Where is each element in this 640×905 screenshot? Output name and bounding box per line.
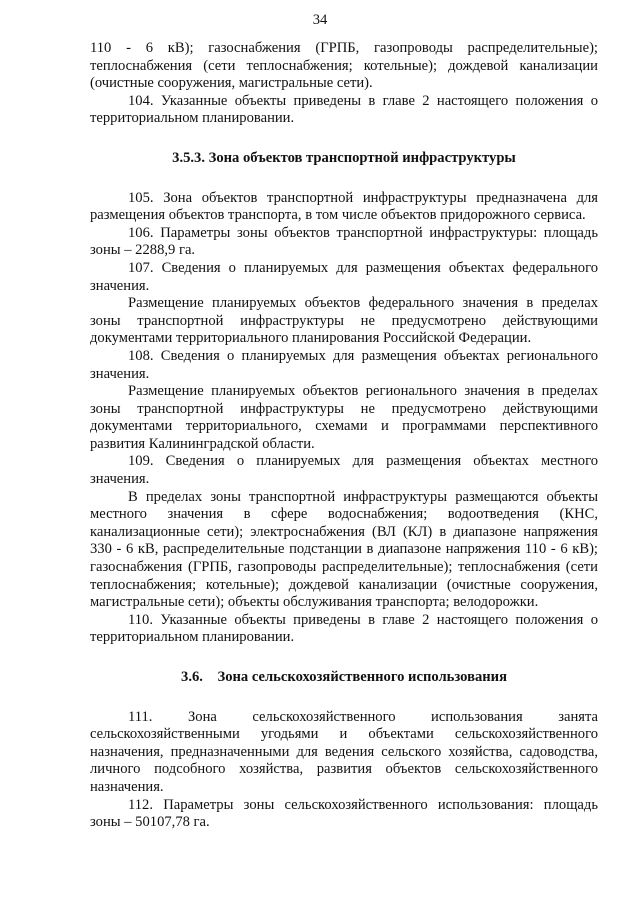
- paragraph: 109. Сведения о планируемых для размещения объектах местного значения.: [90, 453, 598, 488]
- paragraph: Размещение планируемых объектов федерального значения в пределах зоны транспортной инфраструктуры не предусмотрено действующими документами территориального планирования Российской Федерации.: [90, 295, 598, 347]
- paragraph: 107. Сведения о планируемых для размещения объектах федерального значения.: [90, 259, 598, 294]
- page-number: 34: [312, 12, 328, 28]
- paragraph: 110. Указанные объекты приведены в главе 2 настоящего положения о территориальном планировании.: [90, 611, 598, 646]
- paragraph: 110 - 6 кВ); газоснабжения (ГРПБ, газопроводы распределительные); теплоснабжения (сети теплоснабжения; котельные); дождевой канализации (очистные сооружения, магистральные сети).: [90, 40, 598, 92]
- section-heading: 3.5.3. Зона объектов транспортной инфраструктуры: [172, 149, 516, 166]
- paragraph: 108. Сведения о планируемых для размещения объектах регионального значения.: [90, 347, 598, 382]
- document-body: [90, 40, 598, 832]
- paragraph: 106. Параметры зоны объектов транспортной инфраструктуры: площадь зоны – 2288,9 га.: [90, 224, 598, 259]
- paragraph: 112. Параметры зоны сельскохозяйственного использования: площадь зоны – 50107,78 га.: [90, 796, 598, 831]
- section-heading: 3.6. Зона сельскохозяйственного использования: [181, 669, 507, 685]
- paragraph: 111. Зона сельскохозяйственного использования занята сельскохозяйственными угодьями и объектами сельскохозяйственного назначения, предназначенными для ведения сельского хозяйства, садоводства, личного подсобного хозяйства, развития объектов сельскохозяйственного назначения.: [90, 708, 598, 795]
- paragraph: В пределах зоны транспортной инфраструктуры размещаются объекты местного значения в сфере водоснабжения; водоотведения (КНС, канализационные сети); электроснабжения (ВЛ (КЛ) в диапазоне напряжения 330 - 6 кВ, распределительные подстанции в диапазоне напряжения 110 - 6 кВ); газоснабжения (ГРПБ, газопроводы распределительные); теплоснабжения (сети теплоснабжения; котельные); дождевой канализации (очистные сооружения, магистральные сети); объекты обслуживания транспорта; велодорожки.: [90, 488, 598, 611]
- paragraph: 105. Зона объектов транспортной инфраструктуры предназначена для размещения объектов транспорта, в том числе объектов придорожного сервиса.: [90, 189, 598, 224]
- paragraph: Размещение планируемых объектов регионального значения в пределах зоны транспортной инфраструктуры не предусмотрено действующими документами территориального, схемами и программами перспективного развития Калининградской области.: [90, 383, 598, 452]
- paragraph: 104. Указанные объекты приведены в главе 2 настоящего положения о территориальном планировании.: [90, 92, 598, 127]
